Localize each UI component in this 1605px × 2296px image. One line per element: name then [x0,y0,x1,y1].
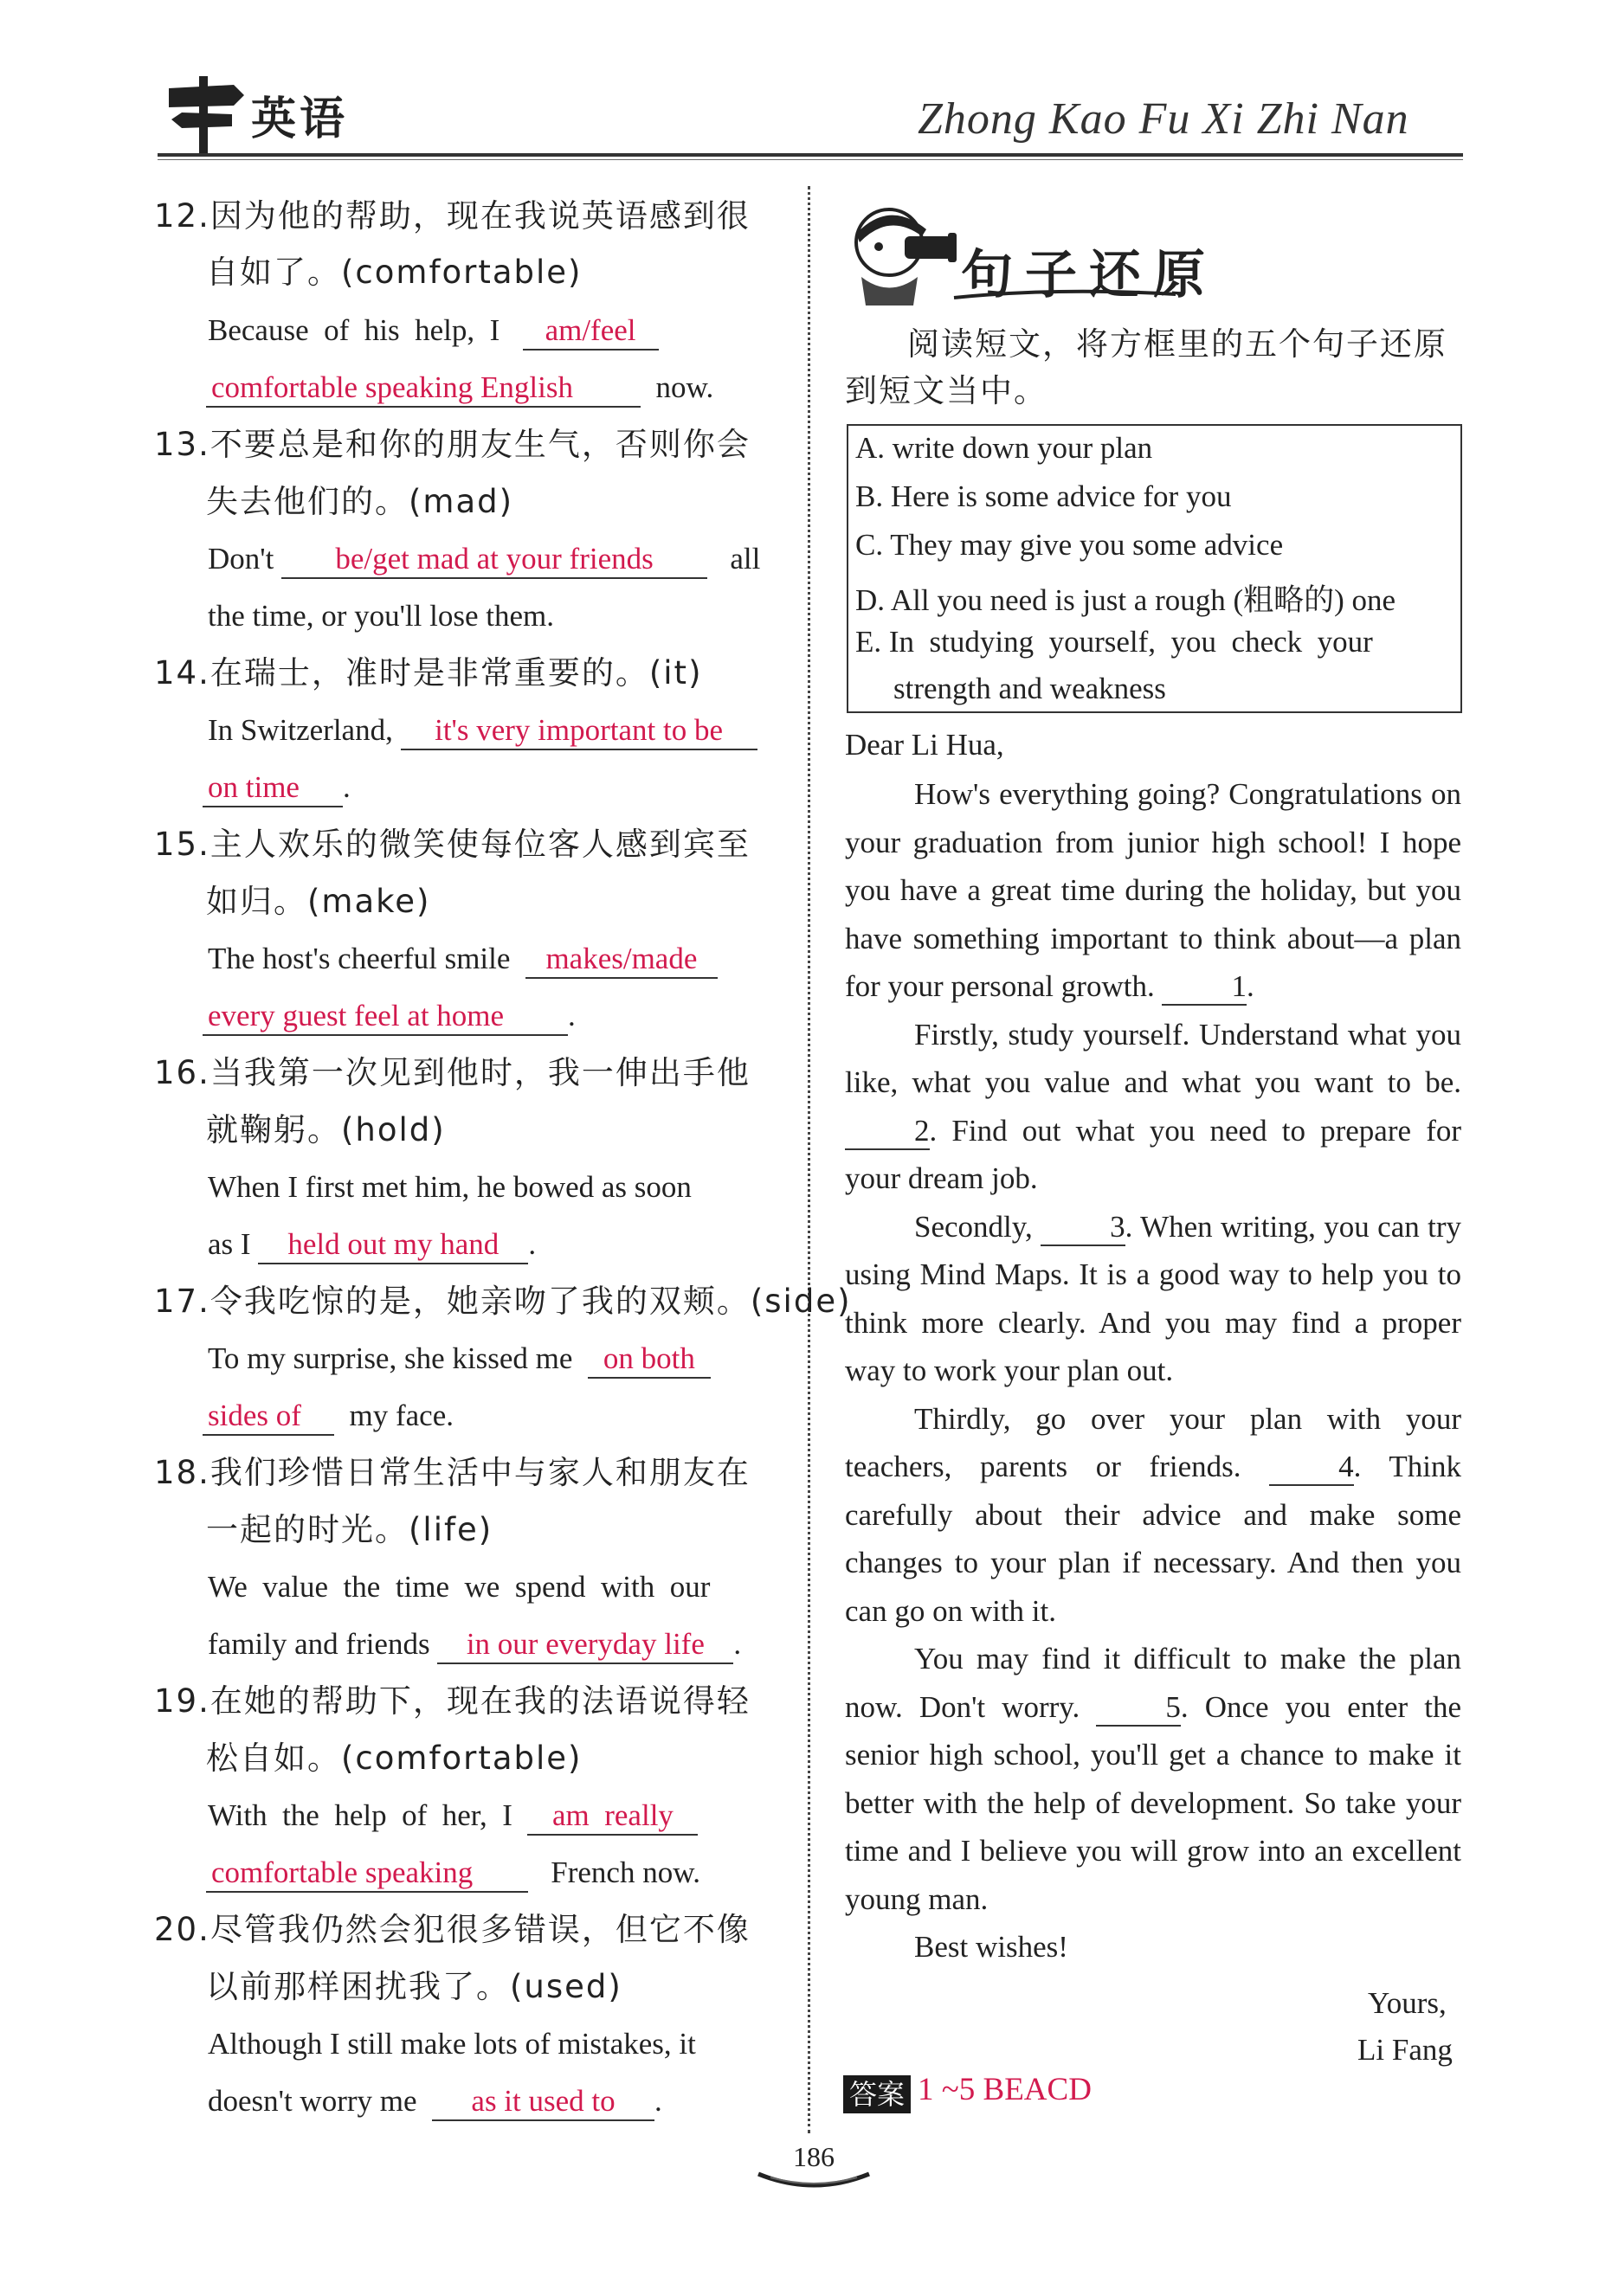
q15-en1: The host's cheerful smile makes/made [208,937,718,981]
answer-blank: on time [203,769,343,807]
title-swash [952,286,1177,303]
header-rule [158,153,1463,157]
q17-en2: sides of my face. [203,1394,454,1437]
q14-en2: on time . [203,766,351,809]
signpost-icon [164,69,247,156]
page-number: 186 [793,2141,835,2172]
q19-cn2: 松自如。(comfortable) [206,1740,583,1777]
options-box [847,424,1462,713]
passage: How's everything going? Congratulations on your graduation from junior high school! I hope you have a great time during the holiday, but you have something important to think about—a plan for your personal growth. 1. Firstly, study yourself. Understand what you like, what you value and what you want to be. 2. Find out what you need to prepare for your dream job. Secondly, 3. When writing, you can try using Mind Maps. It is a good way to help you to think more clearly. And you may find a proper way to work your plan out. Thirdly, go over your plan with your teachers, parents or friends. 4. Think carefully about their advice and make some changes to your plan if necessary. And then you can go on with it. You may find it difficult to make the plan now. Don't worry. 5. Once you enter the senior high school, you'll get a chance to make it better with the help of development. So take your time and I believe you will grow into an excellent young man. Best wishes! [845,770,1461,1971]
q20-en2: doesn't worry me as it used to . [208,2080,662,2123]
answer-blank: am really [527,1798,698,1836]
answer-blank: as it used to [432,2083,654,2121]
answer-blank: am/feel [523,312,659,351]
signature-yours: Yours, [1368,1986,1447,2020]
q15-cn1: 15.主人欢乐的微笑使每位客人感到宾至 [154,826,751,863]
blank-1: 1 [1162,969,1247,1006]
blank-4: 4 [1269,1450,1354,1486]
option-d: D. All you need is just a rough (粗略的) one [855,583,1396,617]
q19-cn1: 19.在她的帮助下，现在我的法语说得轻 [154,1682,751,1720]
column-divider [808,186,810,2133]
q18-cn2: 一起的时光。(life) [206,1511,493,1548]
q12-en1: Because of his help, I am/feel [208,309,659,352]
closing: Best wishes! [914,1930,1068,1964]
q16-en1: When I first met him, he bowed as soon [208,1170,692,1204]
header-subrule [158,159,1463,160]
q15-cn2: 如归。(make) [206,883,431,920]
answer-blank: comfortable speaking [206,1855,528,1893]
q16-en2: as I held out my hand . [208,1223,536,1266]
option-b: B. Here is some advice for you [855,479,1232,513]
q13-cn2: 失去他们的。(mad) [206,483,514,520]
answer-blank: makes/made [525,941,718,979]
option-e: E. In studying yourself, you check your [855,625,1373,659]
q13-en2: the time, or you'll lose them. [208,599,554,633]
q16-cn1: 16.当我第一次见到他时，我一伸出手他 [154,1054,751,1091]
q20-cn1: 20.尽管我仍然会犯很多错误，但它不像 [154,1911,751,1948]
option-e-cont: strength and weakness [893,672,1166,705]
answer-blank: comfortable speaking English [206,370,641,408]
section-title: 句子还原 [961,245,1217,305]
option-c: C. They may give you some advice [855,528,1284,562]
q19-en2: comfortable speaking French now. [206,1851,700,1894]
signature-name: Li Fang [1357,2033,1453,2067]
q17-cn1: 17.令我吃惊的是，她亲吻了我的双颊。(side) [154,1283,852,1320]
q12-cn1: 12.因为他的帮助，现在我说英语感到很 [154,197,751,235]
q13-en1: Don't be/get mad at your friends all [208,537,760,581]
q20-en1: Although I still make lots of mistakes, it [208,2027,696,2061]
q15-en2: every guest feel at home . [203,994,576,1038]
answer-blank: be/get mad at your friends [281,541,707,579]
q19-en1: With the help of her, I am really [208,1794,698,1837]
subject-title: 英语 [251,93,349,145]
q13-cn1: 13.不要总是和你的朋友生气，否则你会 [154,426,751,463]
q16-cn2: 就鞠躬。(hold) [206,1111,446,1148]
q18-cn1: 18.我们珍惜日常生活中与家人和朋友在 [154,1454,751,1491]
q17-en1: To my surprise, she kissed me on both [208,1337,711,1380]
q20-cn2: 以前那样困扰我了。(used) [206,1968,622,2005]
instruction-line2: 到短文当中。 [845,372,1047,409]
q18-en2: family and friends in our everyday life . [208,1623,741,1666]
answer-label: 答案 [843,2075,911,2113]
blank-2: 2 [845,1114,930,1150]
q14-cn1: 14.在瑞士，准时是非常重要的。(it) [154,654,703,691]
instruction-line1: 阅读短文，将方框里的五个句子还原 [907,325,1447,363]
q14-en1: In Switzerland, it's very important to be [208,709,757,752]
answer-key: 1 ~5 BEACD [918,2072,1092,2107]
answer-blank: in our everyday life [437,1626,733,1664]
option-a: A. write down your plan [855,431,1153,465]
q18-en1: We value the time we spend with our [208,1570,711,1604]
running-title: Zhong Kao Fu Xi Zhi Nan [918,94,1409,144]
blank-3: 3 [1041,1210,1125,1246]
q12-en2: comfortable speaking English now. [206,366,713,409]
answer-blank: sides of [203,1398,334,1436]
telescope-kid-icon [844,195,961,307]
answer-blank: on both [588,1341,711,1379]
answer-blank: held out my hand [258,1226,528,1264]
blank-5: 5 [1096,1690,1181,1727]
greeting: Dear Li Hua, [845,728,1004,762]
answer-blank: every guest feel at home [203,998,568,1036]
q12-cn2: 自如了。(comfortable) [206,254,583,291]
answer-blank: it's very important to be [401,712,757,750]
